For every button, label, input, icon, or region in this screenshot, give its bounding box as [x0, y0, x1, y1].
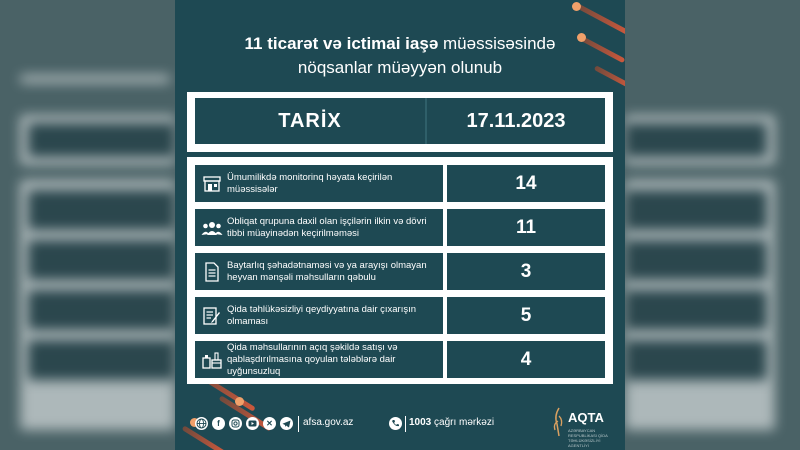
title-rest: müəssisəsində [438, 34, 556, 53]
telegram-icon[interactable] [280, 417, 293, 430]
row-value: 3 [447, 253, 605, 290]
workers-group-icon [197, 220, 227, 236]
row-label: Qida təhlükəsizliyi qeydiyyatına dair çıxarışın olmaması [227, 303, 417, 327]
x-icon[interactable]: ✕ [263, 417, 276, 430]
food-products-icon [197, 350, 227, 370]
instagram-icon[interactable] [229, 417, 242, 430]
background-left [0, 0, 175, 450]
date-box [187, 92, 613, 152]
youtube-icon[interactable] [246, 417, 259, 430]
row-label: Baytarlıq şəhadətnaməsi və ya arayışı olmayan heyvan mənşəli məhsulların qəbulu [227, 259, 427, 283]
document-icon [197, 262, 227, 282]
table-row [195, 165, 605, 202]
table-row [195, 341, 605, 378]
call-center [409, 417, 494, 428]
stats-table [187, 157, 613, 384]
logo-text: AQTA [568, 410, 604, 425]
row-value: 14 [447, 165, 605, 202]
logo-subtext: AZƏRBAYCAN RESPUBLİKASI QİDA TƏHLÜKƏSİZLİYİ AGENTLİYİ [568, 428, 608, 448]
background-right [625, 0, 800, 450]
row-value: 4 [447, 341, 605, 378]
website-link[interactable]: afsa.gov.az [303, 417, 354, 428]
infographic-card [175, 0, 625, 450]
page-title [175, 32, 625, 80]
row-value: 5 [447, 297, 605, 334]
row-label: Obliqat qrupuna daxil olan işçilərin ilkin və dövri tibbi müayinədən keçirilməməsi [227, 215, 427, 239]
table-row [195, 209, 605, 246]
store-icon [197, 175, 227, 193]
footer [175, 404, 625, 448]
footer-divider [298, 416, 299, 432]
row-value: 11 [447, 209, 605, 246]
facebook-icon[interactable]: f [212, 417, 225, 430]
call-center-label: çağrı mərkəzi [431, 417, 495, 428]
web-icon[interactable] [195, 417, 208, 430]
call-center-number: 1003 [409, 417, 432, 428]
footer-divider [405, 416, 406, 432]
date-value: 17.11.2023 [425, 98, 605, 144]
date-label: TARİX [278, 109, 342, 132]
registration-form-icon [197, 306, 227, 326]
title-line2: nöqsanlar müəyyən olunub [297, 58, 503, 77]
phone-icon [389, 417, 402, 430]
decor-line [574, 2, 625, 35]
row-label: Ümumilikdə monitorinq həyata keçirilən müəssisələr [227, 171, 393, 195]
aqta-logo-icon [551, 406, 567, 438]
row-label: Qida məhsullarının açıq şəkildə satışı və qablaşdırılmasına qoyulan tələblərə dair uyğunsuzluq [227, 341, 398, 377]
table-row [195, 253, 605, 290]
table-row [195, 297, 605, 334]
decor-dot [572, 2, 581, 11]
title-bold: 11 ticarət və ictimai iaşə [244, 34, 439, 53]
